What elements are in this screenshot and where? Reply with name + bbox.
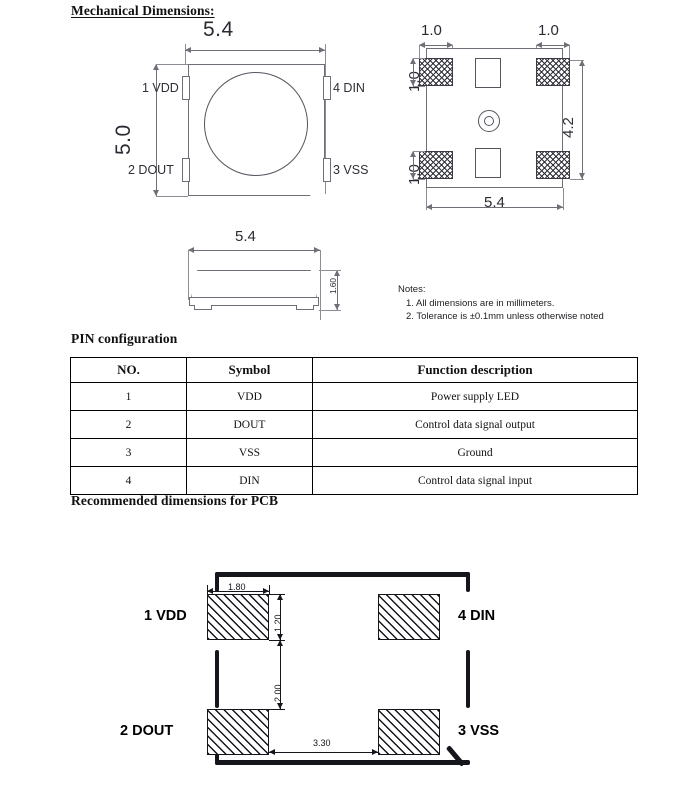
pcb-pad-pin3	[378, 709, 440, 755]
cell-symbol: VSS	[186, 439, 312, 467]
pad-tab-pin1	[182, 76, 190, 100]
arrow	[277, 640, 283, 646]
pcb-footprint-drawing	[60, 560, 620, 780]
notes-title: Notes:	[398, 284, 426, 295]
cell-no: 1	[71, 383, 187, 411]
arrow	[319, 47, 325, 53]
top-view-pin1-label: 1 VDD	[142, 81, 179, 95]
silkscreen-top-right-tick	[466, 572, 470, 592]
pin-configuration-table	[70, 357, 638, 495]
ext-line	[207, 585, 208, 595]
side-view-drawing	[165, 228, 375, 318]
cell-symbol: DIN	[186, 467, 312, 495]
side-view-foot-left	[194, 305, 212, 310]
side-view-width-dimension-label: 5.4	[235, 228, 256, 245]
silkscreen-bottom	[215, 760, 470, 765]
pcb-pad-pin4	[378, 594, 440, 640]
table-row	[71, 383, 638, 411]
top-view-height-dimension-label: 5.0	[112, 124, 135, 155]
ext-line	[319, 270, 341, 271]
table-row	[71, 439, 638, 467]
top-view-pin3-label: 3 VSS	[333, 163, 369, 177]
dim-line	[207, 591, 269, 592]
pad-view-overall-height-label: 4.2	[560, 117, 577, 138]
top-view-drawing	[100, 20, 370, 200]
arrow	[185, 47, 191, 53]
page-title-pin-configuration: PIN configuration	[71, 331, 178, 346]
col-header-no: NO.	[71, 358, 187, 383]
ext-line	[570, 60, 584, 61]
note-item-2: 2. Tolerance is ±0.1mm unless otherwise noted	[406, 311, 604, 322]
cell-no: 3	[71, 439, 187, 467]
arrow	[269, 749, 275, 755]
ext-line	[188, 250, 189, 300]
note-item-1: 1. All dimensions are in millimeters.	[406, 297, 555, 309]
dim-line	[269, 752, 378, 753]
ext-line	[319, 310, 341, 311]
cell-symbol: DOUT	[186, 411, 312, 439]
ext-line	[269, 709, 285, 710]
pcb-pin3-label: 3 VSS	[458, 723, 500, 739]
dim-line	[185, 50, 325, 51]
page-title-recommended-pcb: Recommended dimensions for PCB	[71, 493, 279, 508]
ext-line	[413, 151, 425, 152]
pad-view-pad-height-bottom-label: 1.0	[406, 164, 423, 185]
pad-tab-pin2	[182, 158, 190, 182]
ext-line	[426, 188, 427, 210]
top-view-width-dimension-label: 5.4	[203, 18, 234, 41]
dim-line	[426, 207, 563, 208]
silkscreen-top-left-tick	[215, 572, 219, 592]
pad-view-pad-width-right-label: 1.0	[538, 22, 559, 39]
ext-line	[570, 179, 584, 180]
dim-line	[582, 60, 583, 179]
table-header-row	[71, 358, 638, 383]
pcb-pad-pin1	[207, 594, 269, 640]
cell-function: Ground	[313, 439, 638, 467]
table-row	[71, 467, 638, 495]
cell-function: Control data signal output	[313, 411, 638, 439]
ext-line	[269, 594, 285, 595]
center-donut-inner	[484, 116, 494, 126]
solder-pad-bottom-left	[419, 151, 453, 179]
top-view-pin4-label: 4 DIN	[333, 81, 365, 95]
pad-view-overall-width-label: 5.4	[484, 194, 505, 211]
pcb-pin2-label: 2 DOUT	[120, 723, 174, 739]
silkscreen-right-side	[466, 650, 470, 708]
lens-circle	[204, 72, 308, 176]
cell-symbol: VDD	[186, 383, 312, 411]
pcb-pad-width-label: 1.80	[228, 582, 246, 592]
pcb-horizontal-gap-label: 3.30	[313, 738, 331, 748]
cell-no: 4	[71, 467, 187, 495]
ext-line	[156, 64, 188, 65]
ext-line	[413, 179, 425, 180]
col-header-symbol: Symbol	[186, 358, 312, 383]
top-view-pin2-label: 2 DOUT	[128, 163, 174, 177]
cell-no: 2	[71, 411, 187, 439]
page-title-mechanical-dimensions: Mechanical Dimensions:	[71, 3, 215, 18]
col-header-function: Function description	[313, 358, 638, 383]
dim-line	[280, 640, 281, 709]
pcb-pad-pin2	[207, 709, 269, 755]
center-rect-bottom	[475, 148, 501, 178]
side-view-height-dimension-label: 1.60	[328, 278, 338, 294]
pad-view-pad-width-left-label: 1.0	[421, 22, 442, 39]
arrow	[372, 749, 378, 755]
side-view-body	[191, 270, 317, 298]
pcb-pin1-label: 1 VDD	[144, 608, 187, 624]
table-row	[71, 411, 638, 439]
notes-block	[398, 283, 660, 324]
solder-pad-top-left	[419, 58, 453, 86]
pad-tab-pin4	[323, 76, 331, 100]
center-rect-top	[475, 58, 501, 88]
ext-line	[413, 58, 425, 59]
pad-view-pad-height-top-label: 1.0	[406, 71, 423, 92]
cell-function: Power supply LED	[313, 383, 638, 411]
pad-view-drawing	[400, 20, 600, 215]
pad-tab-pin3	[323, 158, 331, 182]
silkscreen-left-side	[215, 650, 219, 708]
solder-pad-bottom-right	[536, 151, 570, 179]
solder-pad-top-right	[536, 58, 570, 86]
ext-line	[563, 188, 564, 210]
pcb-vertical-gap-label: 2.00	[273, 684, 283, 702]
pcb-pad-height-label: 1.20	[273, 614, 283, 632]
side-view-foot-right	[296, 305, 314, 310]
silkscreen-top	[215, 572, 470, 577]
pcb-pin4-label: 4 DIN	[458, 608, 496, 624]
dim-line	[188, 250, 320, 251]
ext-line	[413, 86, 425, 87]
ext-line	[156, 196, 188, 197]
cell-function: Control data signal input	[313, 467, 638, 495]
